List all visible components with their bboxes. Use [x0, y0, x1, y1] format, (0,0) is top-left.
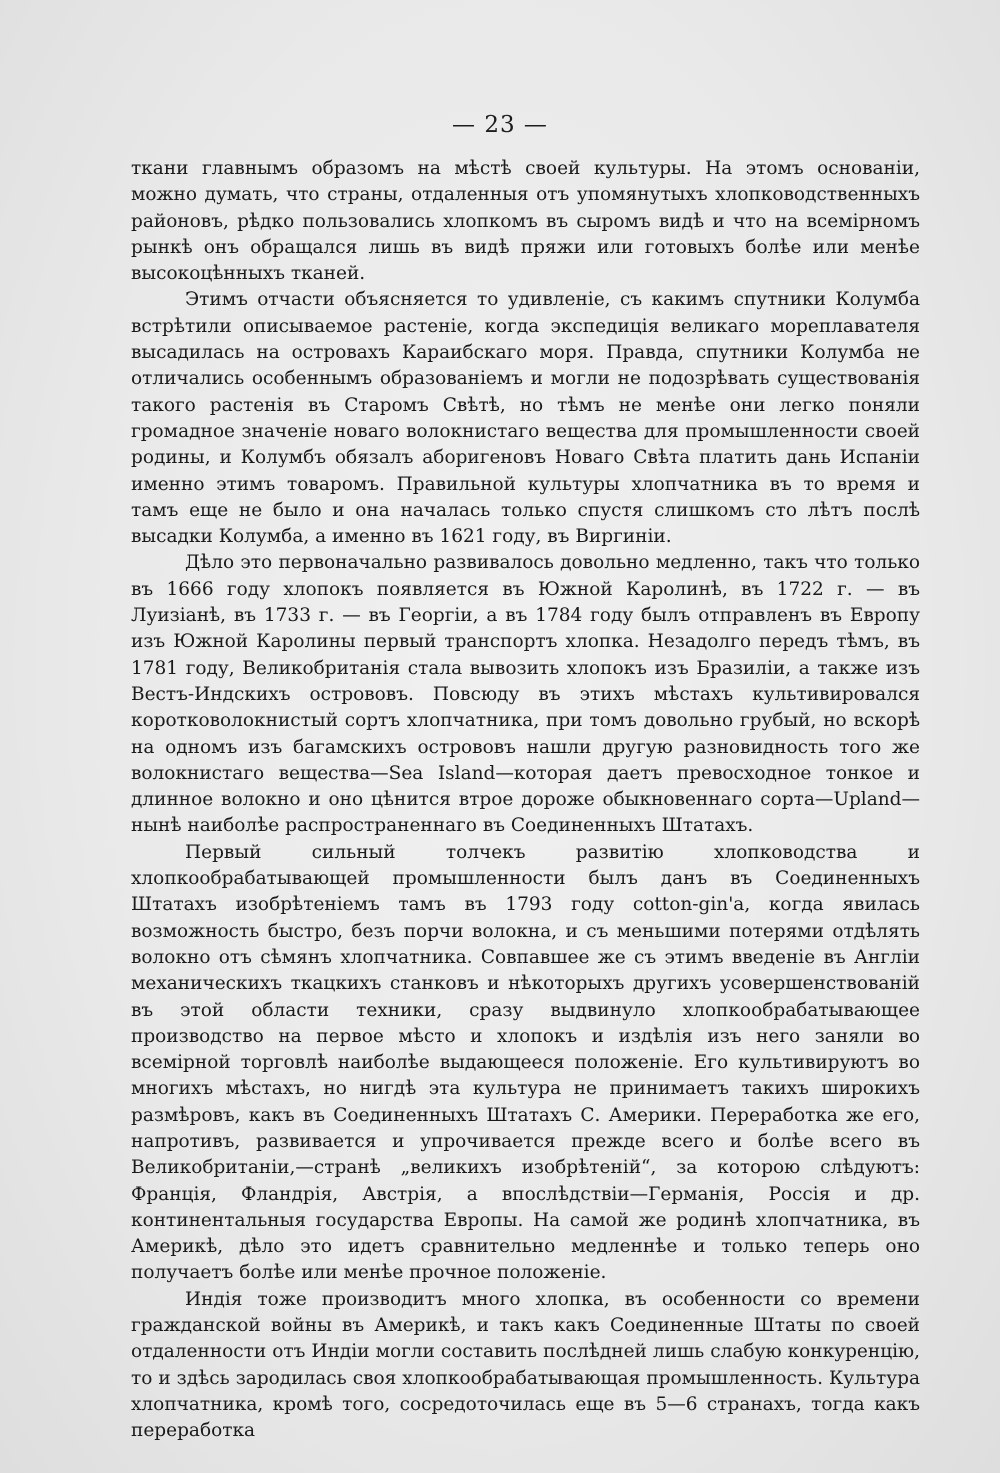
paragraph: Дѣло это первоначально развивалось довольно медленно, такъ что только въ 1666 году хлопокъ появляется въ Южной Каролинѣ, въ 1722 г. — въ Луизiанѣ, въ 1733 г. — въ Георгiи, а въ 1784 году былъ отправленъ въ Европу изъ Южной Каролины первый транспортъ хлопка. Незадолго передъ тѣмъ, въ 1781 году, Великобританiя стала вывозить хлопокъ изъ Бразилiи, а также изъ Вестъ-Индскихъ острововъ. Повсюду въ этихъ мѣстахъ культивировался коротковолокнистый сортъ хлопчатника, при томъ довольно грубый, но вскорѣ на одномъ изъ багамскихъ острововъ нашли другую разновидность того же волокнистаго вещества—Sea Island—которая даетъ превосходное тонкое и длинное волокно и оно цѣнится втрое дороже обыкновеннаго сорта—Upland—нынѣ наиболѣе распространеннаго въ Соединенныхъ Штатахъ. — [131, 552, 920, 837]
paragraph: Индiя тоже производитъ много хлопка, въ особенности со времени гражданской войны въ Америкѣ, и такъ какъ Соединенные Штаты по своей отдаленности отъ Индiи могли составить послѣдней лишь слабую конкуренцiю, то и здѣсь зародилась своя хлопкообрабатывающая промышленность. Культура хлопчатника, кромѣ того, сосредоточилась еще въ 5—6 странахъ, тогда какъ переработка — [131, 1288, 920, 1442]
body-text — [131, 156, 920, 1445]
page-number: — 23 — — [452, 112, 548, 138]
paragraph: Первый сильный толчекъ развитiю хлопководства и хлопкообрабатывающей промышленности былъ данъ въ Соединенныхъ Штатахъ изобрѣтенiемъ тамъ въ 1793 году cotton-gin'a, когда явилась возможность быстро, безъ порчи волокна, и съ меньшими потерями отдѣлять волокно отъ сѣмянъ хлопчатника. Совпавшее же съ этимъ введенiе въ Англiи механическихъ ткацкихъ станковъ и нѣкоторыхъ другихъ усовершенствованiй въ этой области техники, сразу выдвинуло хлопкообрабатывающее производство на первое мѣсто и хлопокъ и издѣлiя изъ него заняли во всемiрной торговлѣ наиболѣе выдающееся положенiе. Его культивируютъ во многихъ мѣстахъ, но нигдѣ эта культура не принимаетъ такихъ широкихъ размѣровъ, какъ въ Соединенныхъ Штатахъ С. Америки. Переработка же его, напротивъ, развивается и упрочивается прежде всего и болѣе всего въ Великобританiи,—странѣ „великихъ изобрѣтенiй“, за которою слѣдуютъ: Францiя, Фландрiя, Австрiя, а впослѣдствiи—Германiя, Россiя и др. континентальныя государства Европы. На самой же родинѣ хлопчатника, въ Америкѣ, дѣло это идетъ сравнительно медленнѣе и только теперь оно получаетъ болѣе или менѣе прочное положенiе. — [131, 841, 920, 1284]
paragraph: Этимъ отчасти объясняется то удивленiе, съ какимъ спутники Колумба встрѣтили описываемое растенiе, когда экспедицiя великаго мореплавателя высадилась на островахъ Караибскаго моря. Правда, спутники Колумба не отличались особеннымъ образованiемъ и могли не подозрѣвать существованiя такого растенiя въ Старомъ Свѣтѣ, но тѣмъ не менѣе они легко поняли громадное значенiе новаго волокнистаго вещества для промышленности своей родины, и Колумбъ обязалъ аборигеновъ Новаго Свѣта платить дань Испанiи именно этимъ товаромъ. Правильной культуры хлопчатника въ то время и тамъ еще не было и она началась только спустя слишкомъ сто лѣтъ послѣ высадки Колумба, а именно въ 1621 году, въ Виргинiи. — [131, 289, 920, 548]
paragraph: ткани главнымъ образомъ на мѣстѣ своей культуры. На этомъ основанiи, можно думать, что страны, отдаленныя отъ упомянутыхъ хлопководственныхъ районовъ, рѣдко пользовались хлопкомъ въ сыромъ видѣ и что на всемiрномъ рынкѣ онъ обращался лишь въ видѣ пряжи или готовыхъ болѣе или менѣе высокоцѣнныхъ тканей. — [131, 158, 920, 285]
